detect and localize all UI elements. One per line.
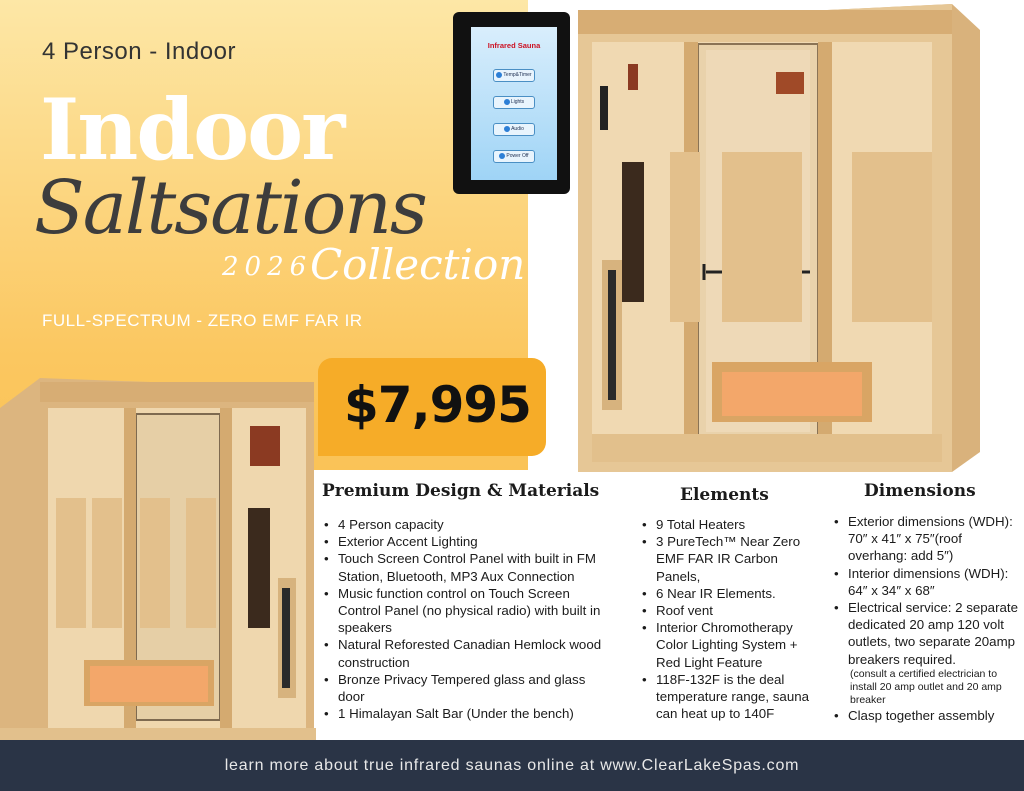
- collection-year: 2026: [222, 252, 313, 282]
- dimensions-heading: Dimensions: [864, 481, 976, 501]
- control-panel-screen: [471, 27, 557, 180]
- dimensions-list: [832, 513, 1022, 724]
- collection-label: Collection: [310, 240, 526, 289]
- title-line-1: Indoor: [40, 80, 344, 179]
- elements-heading: Elements: [680, 485, 769, 505]
- list-item: • 1 Himalayan Salt Bar (Under the bench): [322, 705, 612, 722]
- list-item: • 6 Near IR Elements.: [640, 585, 820, 602]
- panel-button-lights: Lights: [493, 96, 535, 109]
- list-item: • Bronze Privacy Tempered glass and glass door: [322, 671, 612, 705]
- control-panel-title: Infrared Sauna: [487, 41, 541, 50]
- premium-list: [322, 516, 612, 722]
- list-item: • 4 Person capacity: [322, 516, 612, 533]
- subtitle: 4 Person - Indoor: [42, 38, 236, 65]
- price: $7,995: [344, 376, 531, 434]
- temp-icon: [496, 72, 502, 78]
- list-item: • Electrical service: 2 separate dedicated 20 amp 120 volt outlets, two separate 20amp breakers required. (consult a certified electrician to install 20 amp outlet and 20 amp breaker: [832, 599, 1022, 707]
- panel-button-audio: Audio: [493, 123, 535, 136]
- list-item: • Music function control on Touch Screen Control Panel (no physical radio) with built in speakers: [322, 585, 612, 637]
- list-item: • Touch Screen Control Panel with built in FM Station, Bluetooth, MP3 Aux Connection: [322, 550, 612, 584]
- sauna-image-small: [0, 378, 316, 750]
- audio-icon: [504, 126, 510, 132]
- panel-button-power: Power Off: [493, 150, 535, 163]
- light-icon: [504, 99, 510, 105]
- electrical-note: (consult a certified electrician to install 20 amp outlet and 20 amp breaker: [850, 667, 1002, 706]
- title-line-2: Saltsations: [34, 165, 426, 251]
- list-item: • Interior dimensions (WDH): 64″ x 34″ x 68″: [832, 565, 1022, 599]
- footer-text: learn more about true infrared saunas online at www.ClearLakeSpas.com: [224, 757, 800, 774]
- list-item: • 3 PureTech™ Near Zero EMF FAR IR Carbon Panels,: [640, 533, 820, 585]
- list-item: • 118F-132F is the deal temperature range, sauna can heat up to 140F: [640, 671, 820, 723]
- tagline: FULL-SPECTRUM - ZERO EMF FAR IR: [42, 311, 363, 330]
- list-item: • Roof vent: [640, 602, 820, 619]
- premium-heading: Premium Design & Materials: [322, 481, 600, 501]
- panel-button-temp: Temp&Timer: [493, 69, 535, 82]
- list-item: • Interior Chromotherapy Color Lighting System + Red Light Feature: [640, 619, 820, 671]
- power-icon: [499, 153, 505, 159]
- list-item: • 9 Total Heaters: [640, 516, 820, 533]
- sauna-image-large: [572, 2, 984, 478]
- list-item: • Clasp together assembly: [832, 707, 1022, 724]
- list-item: • Exterior Accent Lighting: [322, 533, 612, 550]
- elements-list: [640, 516, 820, 722]
- list-item: • Natural Reforested Canadian Hemlock wood construction: [322, 636, 612, 670]
- list-item: • Exterior dimensions (WDH): 70″ x 41″ x 75″(roof overhang: add 5″): [832, 513, 1022, 565]
